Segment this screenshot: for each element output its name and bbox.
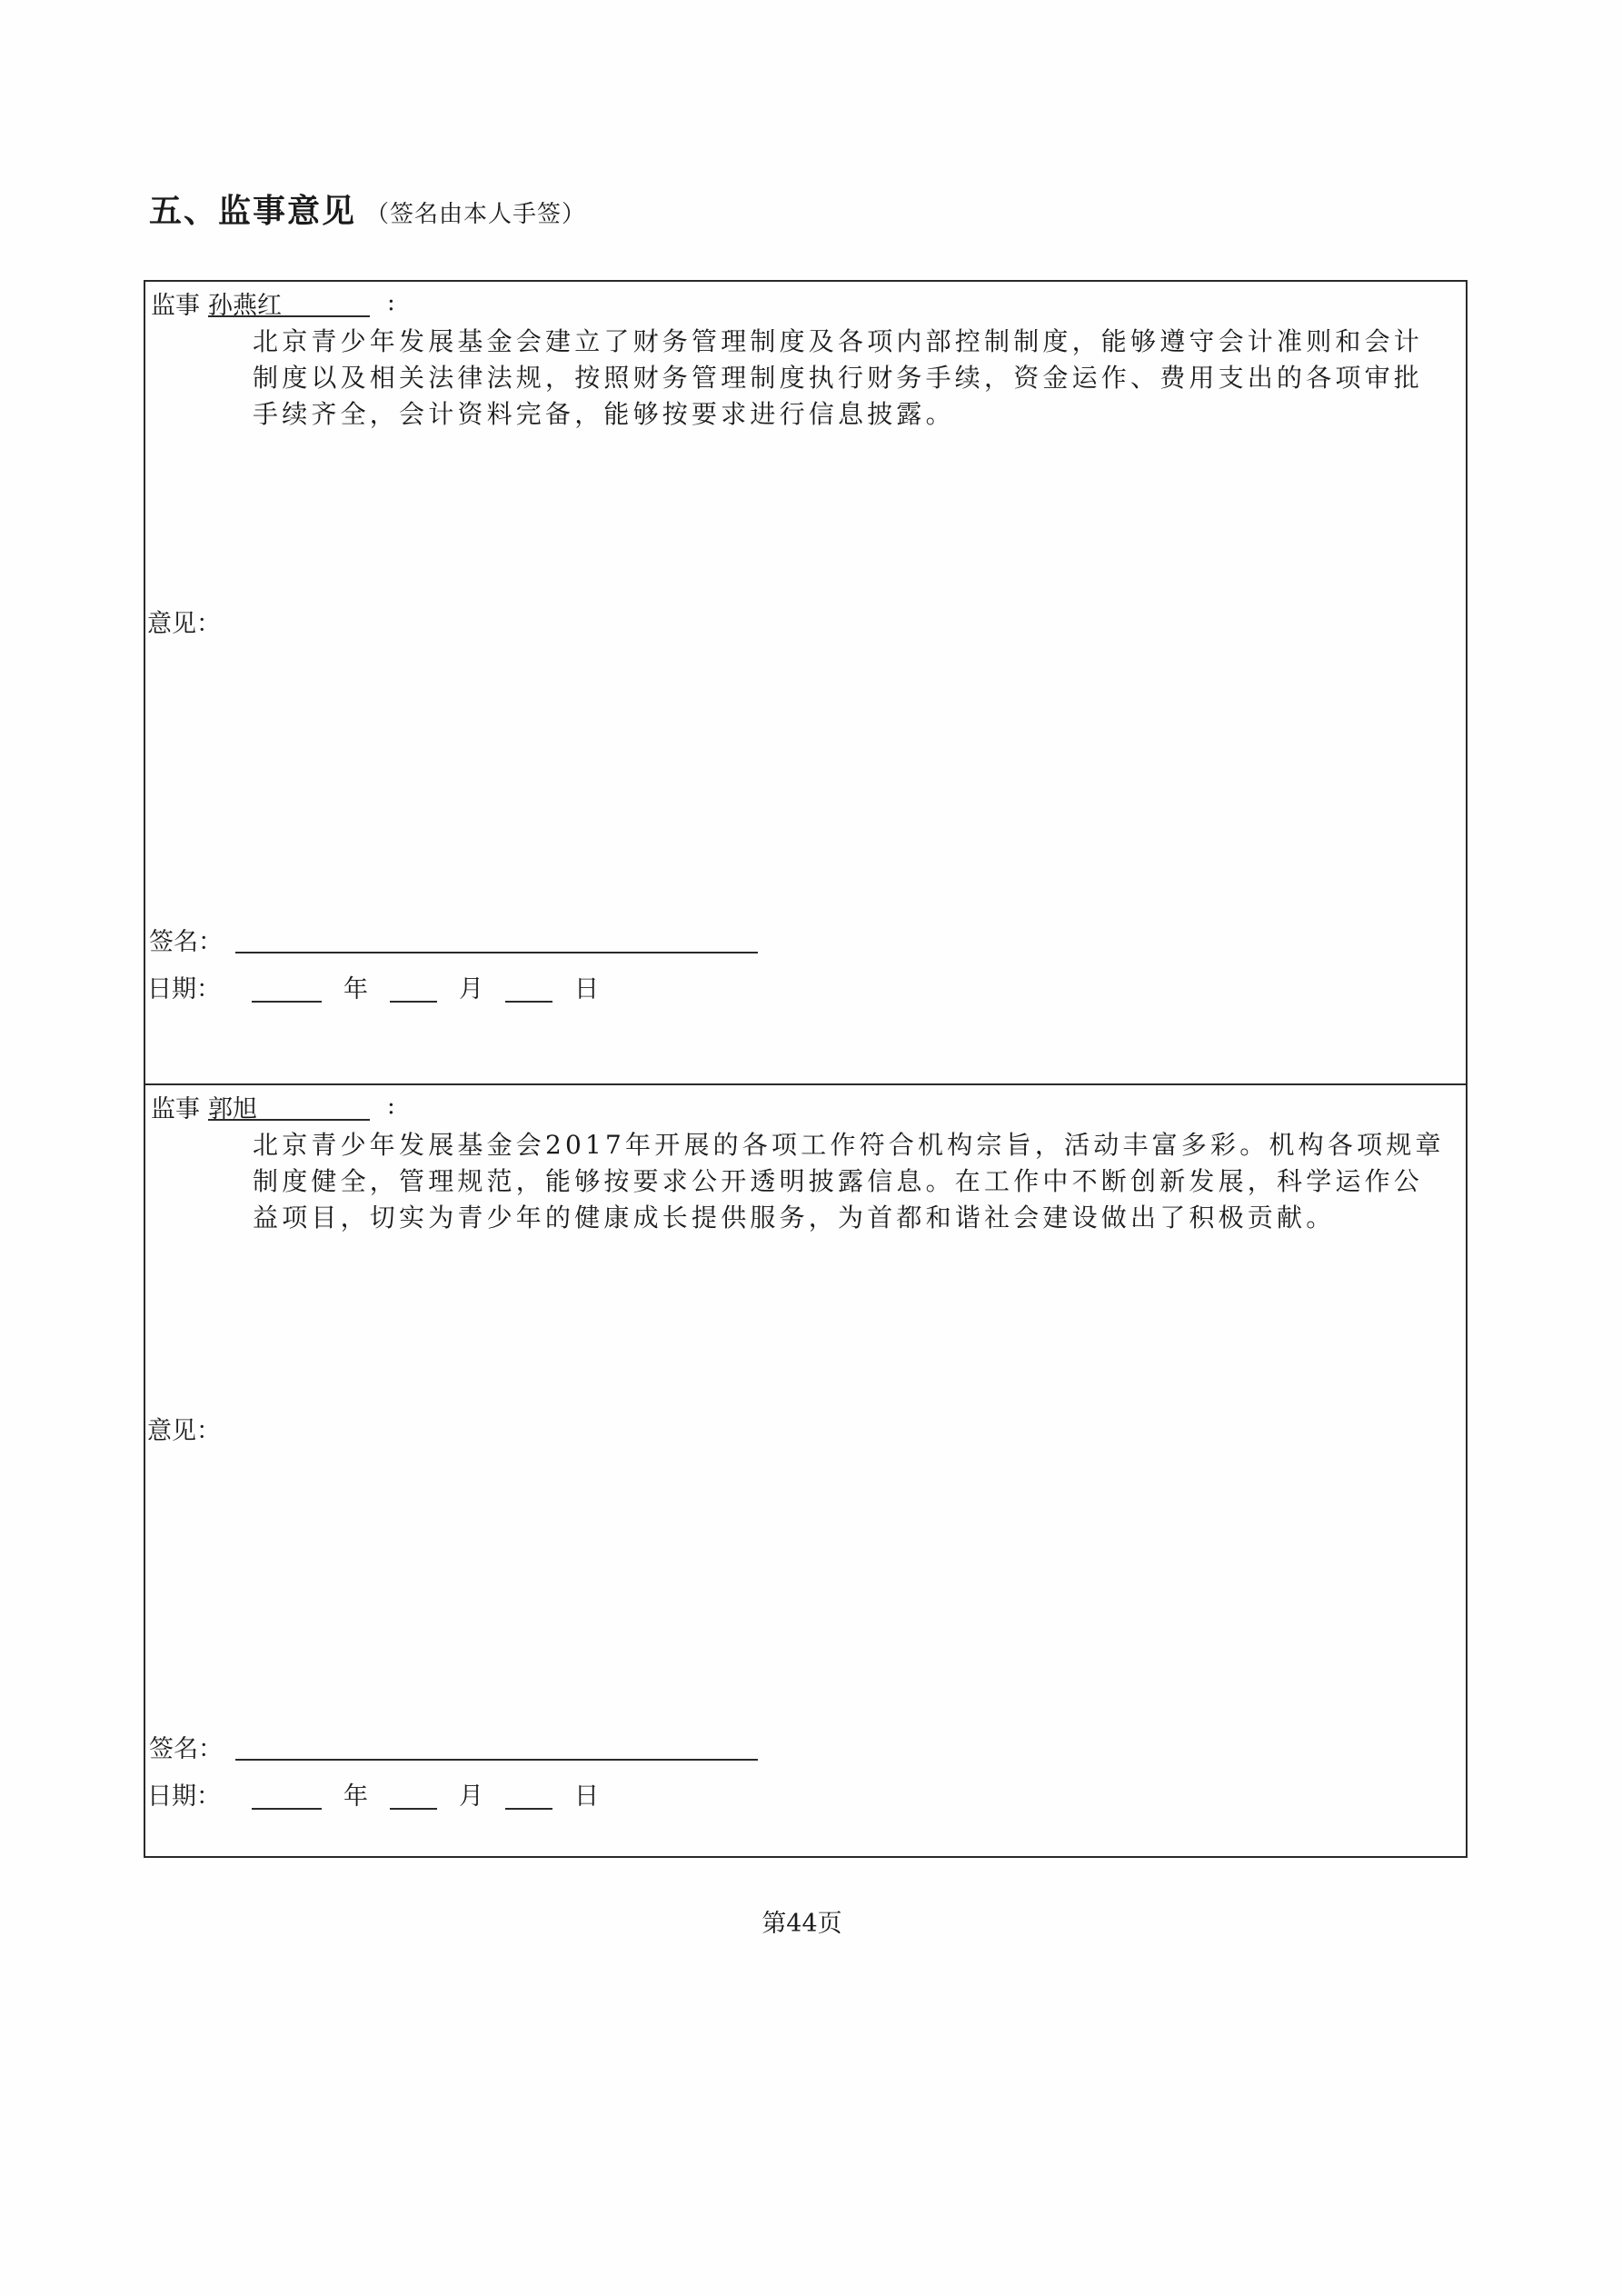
section-title: 五、监事意见 [149,192,357,230]
opinion-line: 北京青少年发展基金会2017年开展的各项工作符合机构宗旨，活动丰富多彩。机构各项规章 [253,1130,1445,1160]
supervisor-label: 监事 [151,292,200,320]
day-unit: 日 [574,975,599,1003]
opinion-text [253,324,1423,433]
section-heading [149,185,586,232]
signature-line [235,1759,758,1761]
year-unit: 年 [343,975,368,1003]
page-number: 第44页 [761,1910,842,1938]
opinion-line: 手续齐全，会计资料完备，能够按要求进行信息披露。 [253,399,955,429]
opinion-label: 意见： [147,1417,221,1445]
supervisor-label: 监事 [151,1095,200,1123]
day-blank [505,1001,552,1003]
supervisor-colon: : [387,289,395,316]
month-unit: 月 [459,975,483,1003]
month-unit: 月 [459,1782,483,1811]
opinion-line: 制度以及相关法律法规，按照财务管理制度执行财务手续，资金运作、费用支出的各项审批 [253,363,1424,393]
opinion-line: 北京青少年发展基金会建立了财务管理制度及各项内部控制制度，能够遵守会计准则和会计 [253,326,1424,356]
opinion-line: 制度健全，管理规范，能够按要求公开透明披露信息。在工作中不断创新发展，科学运作公 [253,1166,1424,1196]
supervisor-name: 孙燕红 [208,285,370,317]
opinion-text [253,1127,1445,1236]
signature-line [235,952,758,953]
signature-label: 签名： [149,928,223,956]
supervisor-colon: : [387,1093,395,1120]
signature-label: 签名： [149,1735,223,1763]
day-blank [505,1808,552,1810]
year-unit: 年 [343,1782,368,1811]
month-blank [390,1808,437,1810]
signature-row [149,1729,758,1764]
date-row [147,969,599,1004]
year-blank [252,1808,322,1810]
date-label: 日期： [147,1782,221,1811]
opinion-line: 益项目，切实为青少年的健康成长提供服务，为首都和谐社会建设做出了积极贡献。 [253,1203,1336,1233]
day-unit: 日 [574,1782,599,1811]
month-blank [390,1001,437,1003]
opinion-label: 意见： [147,610,221,638]
page-footer [0,1903,1622,1939]
signature-row [149,922,758,957]
supervisor-opinion-box-1 [144,280,1468,1085]
supervisor-opinion-box-2 [144,1083,1468,1858]
date-row [147,1776,599,1812]
date-label: 日期： [147,975,221,1003]
section-note: （签名由本人手签） [365,201,587,228]
supervisor-name: 郭旭 [208,1089,370,1121]
year-blank [252,1001,322,1003]
